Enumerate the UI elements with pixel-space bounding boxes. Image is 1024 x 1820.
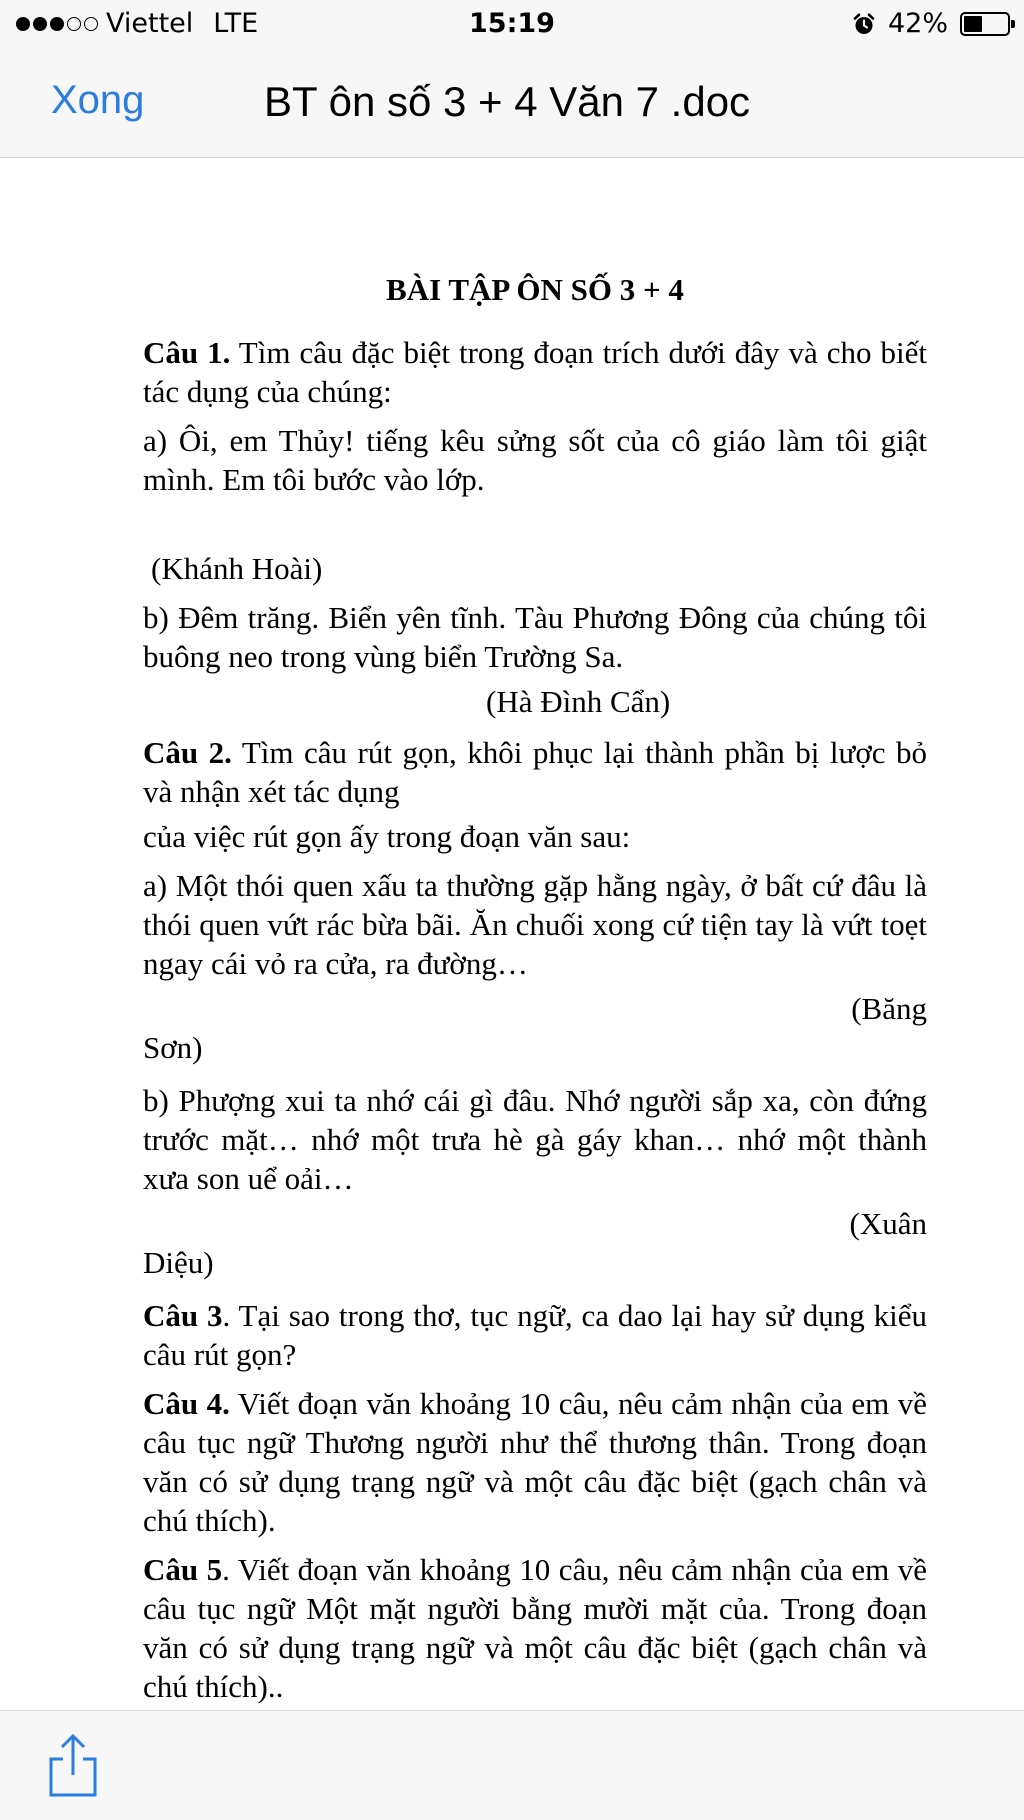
battery-percent: 42% bbox=[887, 8, 948, 39]
question-1-passage-a: a) Ôi, em Thủy! tiếng kêu sửng sốt của cô giáo làm tôi giật mình. Em tôi bước vào lớp. bbox=[143, 423, 927, 497]
document-page bbox=[143, 270, 927, 1716]
question-5-label: Câu 5 bbox=[143, 1552, 223, 1587]
alarm-clock-icon bbox=[852, 12, 876, 36]
question-3-text: . Tại sao trong thơ, tục ngữ, ca dao lại hay sử dụng kiểu câu rút gọn? bbox=[143, 1298, 927, 1372]
network-type: LTE bbox=[213, 8, 259, 39]
status-bar bbox=[0, 0, 1024, 52]
bottom-toolbar bbox=[0, 1710, 1024, 1820]
question-2-text: Tìm câu rút gọn, khôi phục lại thành phần bị lược bỏ và nhận xét tác dụng bbox=[143, 735, 927, 809]
question-3-label: Câu 3 bbox=[143, 1298, 223, 1333]
status-time: 15:19 bbox=[469, 8, 555, 39]
question-2-passage-a: a) Một thói quen xấu ta thường gặp hằng ngày, ở bất cứ đâu là thói quen vứt rác bừa bãi. Ăn chuối xong cứ tiện tay là vứt toẹt ngay cái vỏ ra cửa, ra đường… bbox=[143, 868, 927, 981]
question-2-text-continued: của việc rút gọn ấy trong đoạn văn sau: bbox=[143, 819, 631, 854]
battery-level-fill bbox=[964, 16, 982, 32]
question-1 bbox=[143, 333, 927, 411]
question-1-source-a: (Khánh Hoài) bbox=[151, 551, 323, 586]
question-2-source-a-continued: Sơn) bbox=[143, 1030, 203, 1065]
done-button[interactable]: Xong bbox=[51, 78, 145, 122]
question-1-text: Tìm câu đặc biệt trong đoạn trích dưới đây và cho biết tác dụng của chúng: bbox=[143, 335, 927, 409]
question-3 bbox=[143, 1296, 927, 1374]
battery-icon bbox=[960, 12, 1010, 36]
question-5 bbox=[143, 1550, 927, 1706]
question-4-label: Câu 4. bbox=[143, 1386, 230, 1421]
question-2-source-b: (Xuân bbox=[849, 1206, 927, 1241]
question-4-text: Viết đoạn văn khoảng 10 câu, nêu cảm nhận của em về câu tục ngữ Thương người như thể thương thân. Trong đoạn văn có sử dụng trạng ngữ và một câu đặc biệt (gạch chân và chú thích). bbox=[143, 1386, 927, 1538]
question-2-passage-b: b) Phượng xui ta nhớ cái gì đâu. Nhớ người sắp xa, còn đứng trước mặt… nhớ một trưa hè gà gáy khan… nhớ một thành xưa son uể oải… bbox=[143, 1083, 927, 1196]
share-icon bbox=[46, 1733, 100, 1799]
question-2-source-a: (Băng bbox=[851, 991, 927, 1026]
question-1-passage-b: b) Đêm trăng. Biển yên tĩnh. Tàu Phương Đông của chúng tôi buông neo trong vùng biển Trường Sa. bbox=[143, 600, 927, 674]
battery-tip bbox=[1011, 20, 1015, 28]
share-button[interactable] bbox=[46, 1733, 100, 1799]
navigation-bar bbox=[0, 52, 1024, 158]
question-2 bbox=[143, 733, 927, 811]
document-title: BT ôn số 3 + 4 Văn 7 .doc bbox=[264, 78, 751, 125]
question-5-text: . Viết đoạn văn khoảng 10 câu, nêu cảm nhận của em về câu tục ngữ Một mặt người bằng mười mặt của. Trong đoạn văn có sử dụng trạng ngữ và một câu đặc biệt (gạch chân và chú thích).. bbox=[143, 1552, 927, 1704]
document-heading: BÀI TẬP ÔN SỐ 3 + 4 bbox=[386, 272, 684, 307]
question-1-source-b: (Hà Đình Cẩn) bbox=[486, 684, 671, 719]
question-4 bbox=[143, 1384, 927, 1540]
question-2-label: Câu 2. bbox=[143, 735, 232, 770]
carrier-name: Viettel bbox=[106, 8, 194, 39]
question-2-source-b-continued: Diệu) bbox=[143, 1245, 214, 1280]
question-1-label: Câu 1. bbox=[143, 335, 231, 370]
status-right bbox=[852, 8, 1010, 39]
